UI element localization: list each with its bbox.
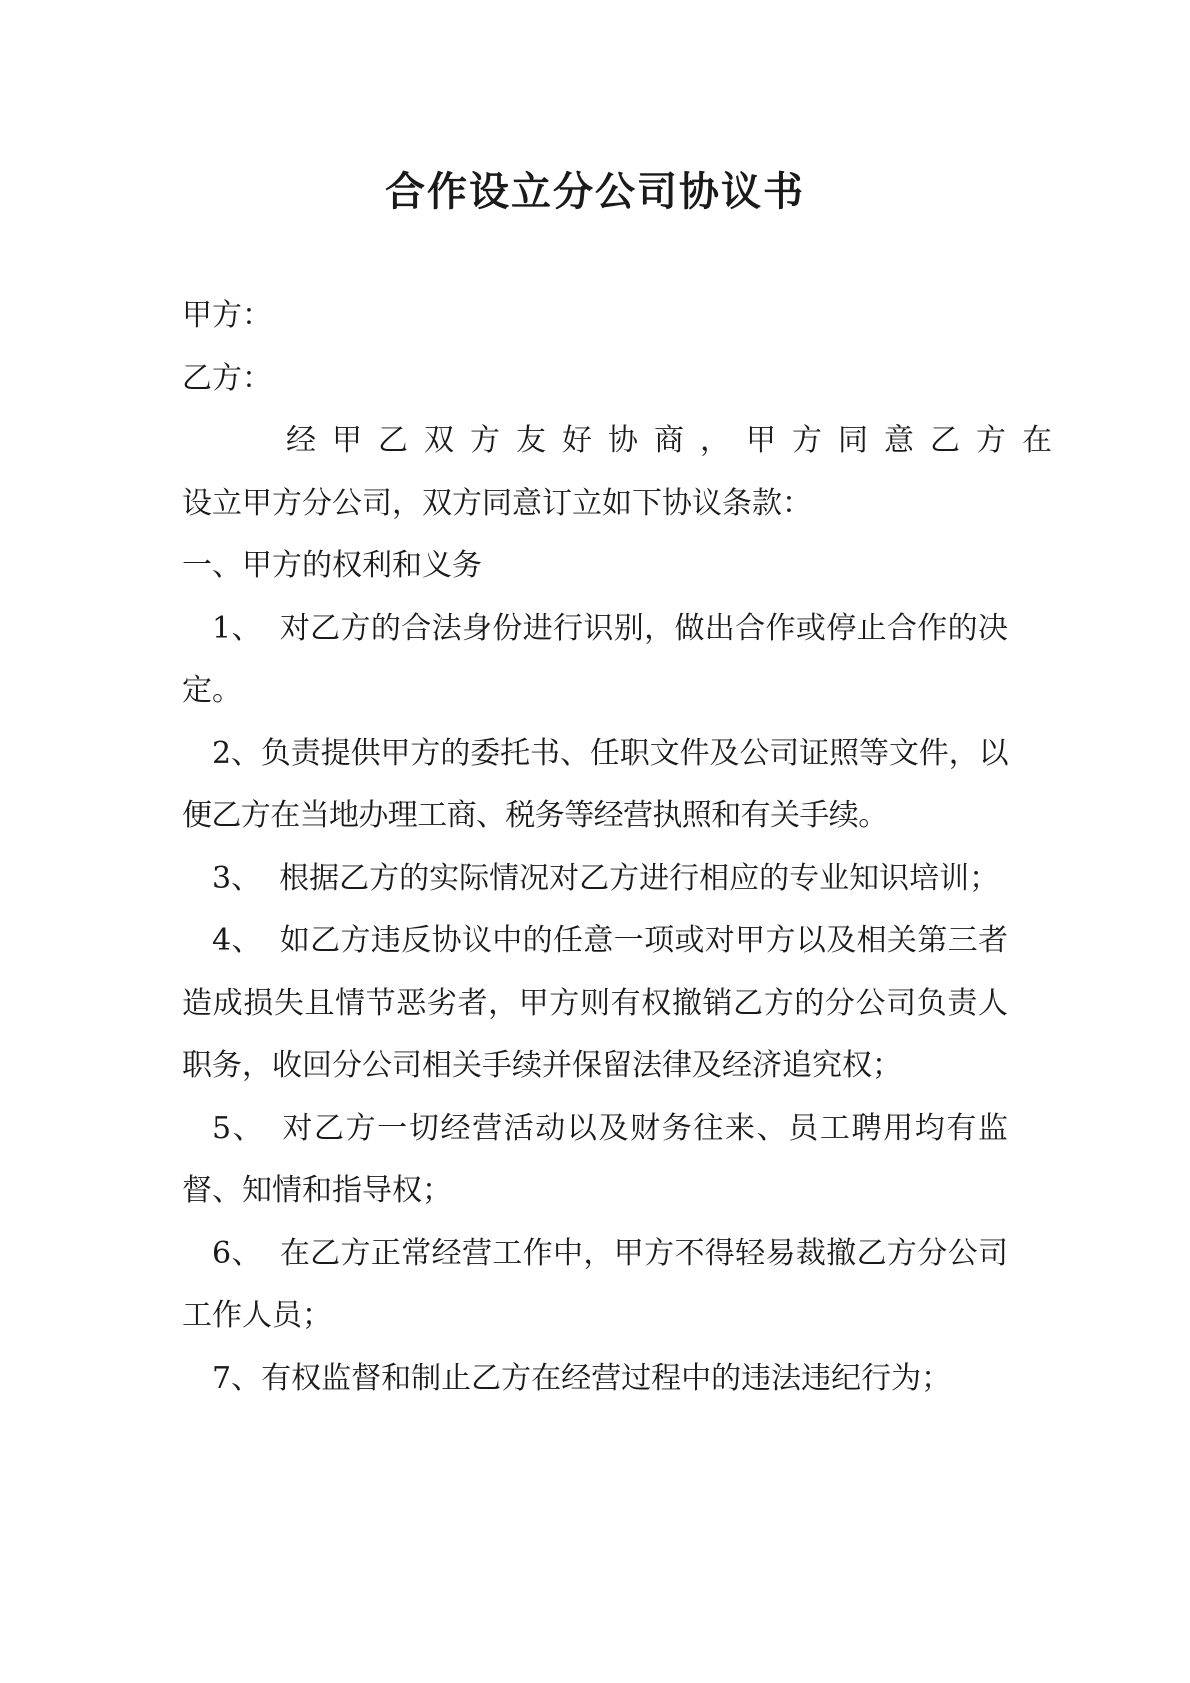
list-item <box>182 598 1008 723</box>
document-body <box>182 285 1068 1410</box>
item-text: 在乙方正常经营工作中，甲方不得轻易裁撤乙方分公司工作人员； <box>182 1235 1009 1333</box>
item-text: 根据乙方的实际情况对乙方进行相应的专业知识培训； <box>279 860 1000 896</box>
item-text: 如乙方违反协议中的任意一项或对甲方以及相关第三者造成损失且情节恶劣者，甲方则有权撤销乙方的分公司负责人职务，收回分公司相关手续并保留法律及经济追究权； <box>182 923 1009 1083</box>
intro-line-1: 经甲乙双方友好协商，甲方同意乙方在 <box>286 423 1068 458</box>
party-b-label: 乙方： <box>182 360 272 396</box>
list-item <box>182 848 1008 911</box>
list-item <box>182 910 1008 1098</box>
list-item <box>182 723 1008 848</box>
item-number: 2、 <box>212 735 261 771</box>
section-heading: 一、甲方的权利和义务 <box>182 548 482 583</box>
party-a-label: 甲方： <box>182 298 272 333</box>
item-number: 6、 <box>212 1235 262 1271</box>
item-number: 7、 <box>212 1360 262 1396</box>
intro-line-2: 设立甲方分公司，双方同意订立如下协议条款： <box>182 485 812 521</box>
item-number: 3、 <box>212 860 262 896</box>
item-number: 1、 <box>212 610 262 646</box>
item-text: 对乙方一切经营活动以及财务往来、员工聘用均有监督、知情和指导权； <box>182 1110 1009 1208</box>
item-number: 4、 <box>212 923 262 958</box>
item-text: 对乙方的合法身份进行识别，做出合作或停止合作的决定。 <box>182 610 1009 708</box>
item-text: 有权监督和制止乙方在经营过程中的违法违纪行为； <box>261 1360 952 1396</box>
list-item <box>182 1223 1008 1348</box>
item-number: 5、 <box>212 1110 265 1146</box>
list-item <box>182 1098 1008 1223</box>
document-title: 合作设立分公司协议书 <box>385 168 805 215</box>
list-item <box>182 1348 1008 1411</box>
item-text: 负责提供甲方的委托书、任职文件及公司证照等文件，以便乙方在当地办理工商、税务等经营执照和有关手续。 <box>182 735 1009 833</box>
